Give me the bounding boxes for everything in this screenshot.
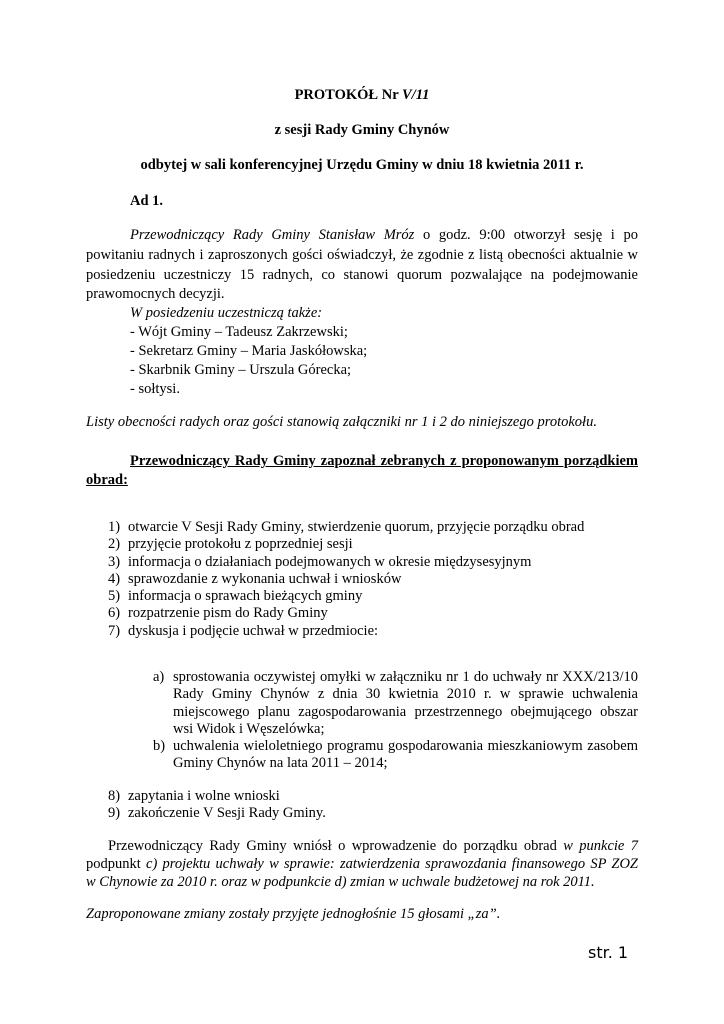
agenda-heading-line-2: obrad: xyxy=(86,472,128,488)
attendance-item: - Sekretarz Gminy – Maria Jaskółowska; xyxy=(130,343,368,359)
protocol-place-date: odbytej w sali konferencyjnej Urzędu Gminy w dniu 18 kwietnia 2011 r. xyxy=(140,157,584,173)
agenda-heading-line-1: Przewodniczący Rady Gminy zapoznał zebranych z proponowanym porządkiem xyxy=(130,453,638,469)
page-number: str. 1 xyxy=(588,943,629,962)
opening-line-4: prawomocnych decyzji. xyxy=(86,286,225,302)
title-number: V/11 xyxy=(402,87,430,103)
attendance-lists-note: Listy obecności radych oraz gości stanowią załączniki nr 1 i 2 do niniejszego protokołu. xyxy=(86,414,597,430)
protocol-subtitle: z sesji Rady Gminy Chynów xyxy=(274,122,450,138)
protocol-title xyxy=(0,87,724,104)
opening-line-2: powitaniu radnych i zaproszonych gości oświadczył, że zgodnie z listą obecności aktualnie w xyxy=(86,247,638,263)
attendance-item: - Skarbnik Gminy – Urszula Górecka; xyxy=(130,362,352,378)
opening-line-3: posiedzeniu uczestniczy 15 radnych, co stanowi quorum pozwalające na podejmowanie xyxy=(86,267,638,283)
attendance-item: - Wójt Gminy – Tadeusz Zakrzewski; xyxy=(130,324,348,340)
section-ad-1: Ad 1. xyxy=(130,193,164,209)
attendance-intro: W posiedzeniu uczestniczą także: xyxy=(130,305,323,321)
motion-line-3: w Chynowie za 2010 r. oraz w podpunkcie d) zmian w uchwale budżetowej na rok 2011. xyxy=(86,874,595,890)
opening-line-1: Przewodniczący Rady Gminy Stanisław Mróz o godz. 9:00 otworzył sesję i po xyxy=(130,227,638,243)
motion-line-1: Przewodniczący Rady Gminy wniósł o wprowadzenie do porządku obrad w punkcie 7 xyxy=(108,838,638,854)
chairman-name: Przewodniczący Rady Gminy Stanisław Mróz xyxy=(130,227,415,243)
changes-accepted: Zaproponowane zmiany zostały przyjęte jednogłośnie 15 głosami „za”. xyxy=(86,906,501,922)
attendance-item: - sołtysi. xyxy=(130,381,180,397)
title-prefix: PROTOKÓŁ Nr xyxy=(294,87,402,103)
motion-line-2: podpunkt c) projektu uchwały w sprawie: zatwierdzenia sprawozdania finansowego SP ZOZ xyxy=(86,856,638,872)
document-page: PROTOKÓŁ Nr V/11 z sesji Rady Gminy Chynów odbytej w sali konferencyjnej Urzędu Gminy w dniu 18 kwietnia 2011 r. Ad 1. Przewodniczący Rady Gminy Stanisław Mróz o godz. 9:00 otworzył sesję i po powitaniu radnych i zaproszonych gości oświadczył, że zgodnie z listą obecności aktualnie w posiedzeniu uczestniczy 15 radnych, co stanowi quorum pozwalające na podejmowanie prawomocnych decyzji. W posiedzeniu uczestniczą także: - Wójt Gminy – Tadeusz Zakrzewski; - Sekretarz Gminy – Maria Jaskółowska; - Skarbnik Gminy – Urszula Górecka; - sołtysi. Listy obecności radych oraz gości stanowią załączniki nr 1 i 2 do niniejszego protokołu. Przewodniczący Rady Gminy zapoznał zebranych z proponowanym porządkiem obrad: 1) otwarcie V Sesji Rady Gminy, stwierdzenie quorum, przyjęcie porządku obrad 2) przyjęcie protokołu z poprzedniej sesji 3) informacja o działaniach podejmowanych w okresie międzysesyjnym 4) sprawozdanie z wykonania uchwał i wniosków 5) informacja o sprawach bieżących gminy 6) rozpatrzenie pism do Rady Gminy 7) dyskusja i podjęcie uchwał w przedmiocie: a) sprostowania oczywistej omyłki w załączniku nr 1 do uchwały nr XXX/213/10 Rady Gminy Chynów z dnia 30 kwietnia 2010 r. w sprawie uchwalenia miejscowego planu zagospodarowania przestrzennego obejmującego obszar wsi Widok i Węszelówka; b) uchwalenia wieloletniego programu gospodarowania mieszkaniowym zasobem Gminy Chynów na lata 2011 – 2014; 8) zapytania i wolne wnioski 9) zakończenie V Sesji Rady Gminy. Przewodniczący Rady Gminy wniósł o wprowadzenie do porządku obrad w punkcie 7 podpunkt c) projektu uchwały w sprawie: zatwierdzenia sprawozdania finansowego SP ZOZ w Chynowie za 2010 r. oraz w podpunkcie d) zmian w uchwale budżetowej na rok 2011. Zaproponowane zmiany zostały przyjęte jednogłośnie 15 głosami „za”. str. 1 xyxy=(0,0,724,1024)
